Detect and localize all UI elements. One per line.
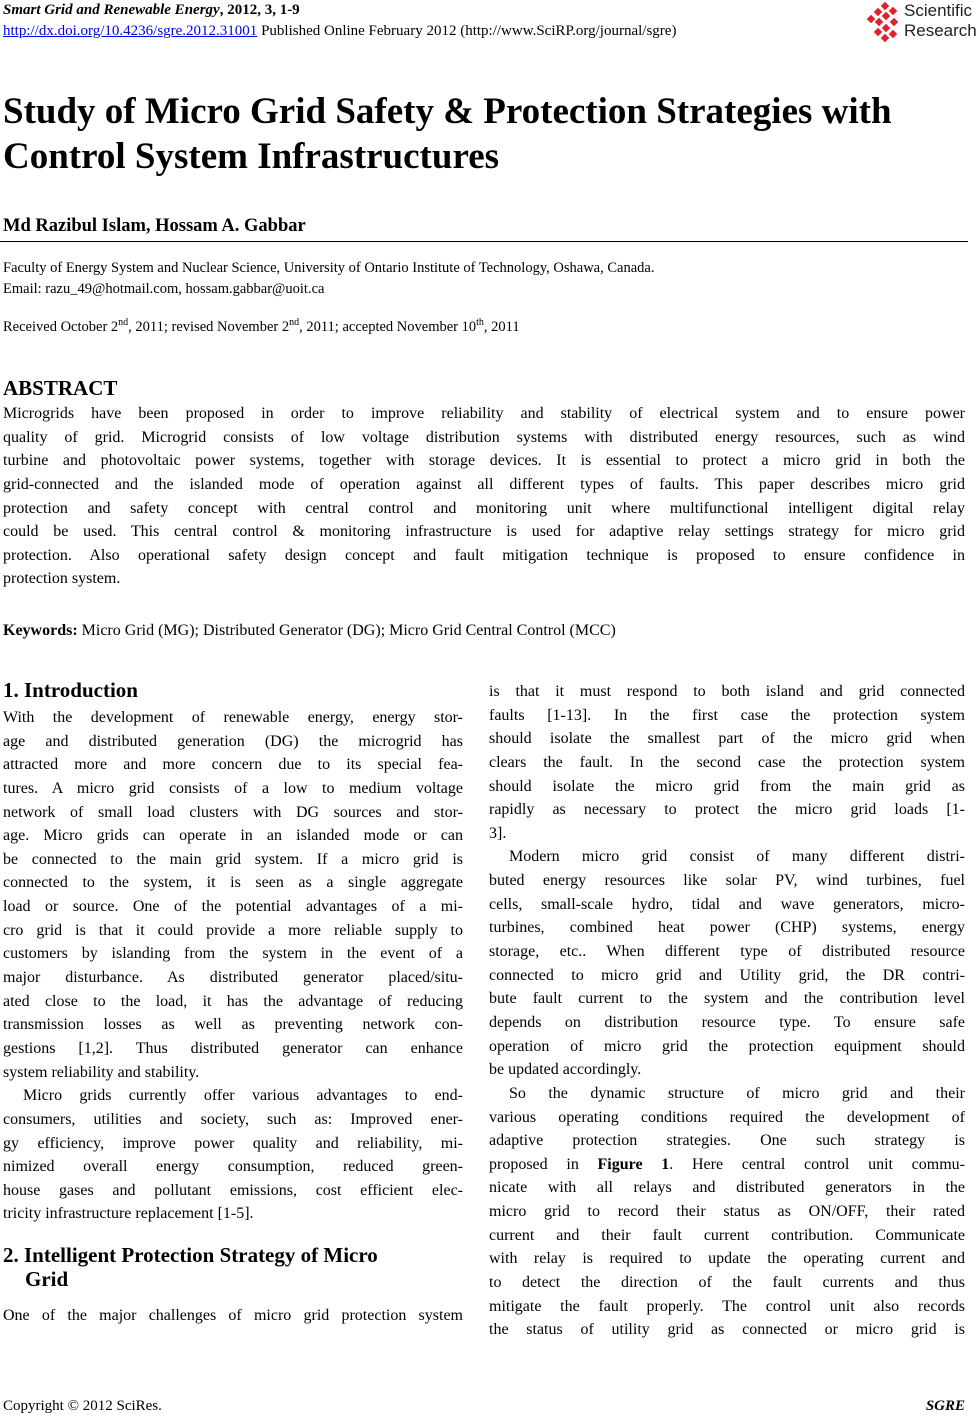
journal-volume: , 2012, 3, 1-9 bbox=[219, 2, 300, 18]
keywords bbox=[3, 622, 616, 640]
year-text: , 2011 bbox=[483, 319, 520, 335]
text-line: quality of grid. Microgrid consists of low voltage distribution systems with distributed energy resources, such as wind bbox=[3, 428, 965, 446]
text-line: major disturbance. As distributed generator placed/situ- bbox=[3, 969, 463, 987]
revised-text: , 2011; revised November 2 bbox=[128, 319, 290, 335]
accepted-text: , 2011; accepted November 10 bbox=[299, 319, 477, 335]
text-line: age. Micro grids can operate in an islanded mode or can bbox=[3, 827, 463, 845]
text-line: connected to micro grid and Utility grid, the DR contri- bbox=[489, 966, 965, 984]
text-line: be connected to the main grid system. If a micro grid is bbox=[3, 850, 463, 868]
ordinal: th bbox=[476, 317, 484, 329]
text-line: cells, small-scale hydro, tidal and wave generators, micro- bbox=[489, 895, 965, 913]
text-line: connected to the system, it is seen as a single aggregate bbox=[3, 874, 463, 892]
logo-line-2: Research bbox=[904, 21, 977, 40]
text-line: should isolate the smallest part of the micro grid when bbox=[489, 730, 965, 748]
abstract-heading: ABSTRACT bbox=[3, 376, 118, 400]
section-2-heading-line-2: Grid bbox=[25, 1267, 69, 1291]
text-line: be updated accordingly. bbox=[489, 1061, 642, 1079]
text-line: age and distributed generation (DG) the microgrid has bbox=[3, 732, 463, 750]
text-line: gy efficiency, improve power quality and reliability, mi- bbox=[3, 1134, 463, 1152]
text-line: clears the fault. In the second case the protection system bbox=[489, 753, 965, 771]
text-line: should isolate the micro grid from the main grid as bbox=[489, 777, 965, 795]
section-2-body bbox=[3, 1304, 463, 1328]
text-line: tricity infrastructure replacement [1-5]. bbox=[3, 1205, 254, 1223]
text-line: turbines, combined heat power (CHP) systems, energy bbox=[489, 919, 965, 937]
text-line: the status of utility grid as connected or micro grid is bbox=[489, 1321, 965, 1339]
text-line: attracted more and more concern due to its special fea- bbox=[3, 756, 463, 774]
text-line: transmission losses as well as preventing network con- bbox=[3, 1016, 463, 1034]
divider bbox=[0, 241, 968, 242]
text-line: protection system. bbox=[3, 570, 121, 588]
text-line: to detect the direction of the fault currents and thus bbox=[489, 1274, 965, 1292]
logo-line-1: Scientific bbox=[904, 1, 973, 20]
text-line: could be used. This central control & monitoring infrastructure is used for adaptive relay settings strategy for micro grid bbox=[3, 523, 965, 541]
abstract-body bbox=[3, 402, 965, 591]
scientific-research-logo-icon bbox=[866, 2, 902, 42]
text-line: network of small load clusters with DG sources and stor- bbox=[3, 803, 463, 821]
text-line: nimized overall energy consumption, reduced green- bbox=[3, 1158, 463, 1176]
text-line: with relay is required to update the operating current and bbox=[489, 1250, 965, 1268]
text-line: consumers, utilities and society, such as: Improved ener- bbox=[3, 1110, 463, 1128]
authors: Md Razibul Islam, Hossam A. Gabbar bbox=[3, 216, 306, 236]
journal-abbreviation: SGRE bbox=[925, 1398, 965, 1414]
keywords-label: Keywords: bbox=[3, 622, 78, 639]
text-line: bute fault current to the system and the contribution level bbox=[489, 990, 965, 1008]
text-line: operation of micro grid the protection equipment should bbox=[489, 1037, 965, 1055]
text-line: system reliability and stability. bbox=[3, 1063, 200, 1081]
text-segment: . Here central control unit commu- bbox=[669, 1155, 965, 1173]
text-line: protection and safety concept with central control and monitoring unit where multifunctional intelligent digital relay bbox=[3, 499, 965, 517]
text-line: storage, etc.. When different type of distributed resource bbox=[489, 943, 965, 961]
text-line: One of the major challenges of micro grid protection system bbox=[3, 1307, 463, 1324]
title-line-1: Study of Micro Grid Safety & Protection Strategies with bbox=[3, 91, 892, 132]
journal-name: Smart Grid and Renewable Energy bbox=[3, 2, 220, 18]
journal-citation bbox=[3, 0, 300, 20]
published-online: Published Online February 2012 (http://www.SciRP.org/journal/sgre) bbox=[257, 23, 677, 39]
text-line: Modern micro grid consist of many different distri- bbox=[509, 848, 965, 866]
text-line: turbine and photovoltaic power systems, together with storage devices. It is essential to protect a micro grid in both the bbox=[3, 452, 965, 470]
text-line: gestions [1,2]. Thus distributed generator can enhance bbox=[3, 1039, 463, 1057]
ordinal: nd bbox=[289, 317, 300, 329]
text-line: nicate with all relays and distributed generators in the bbox=[489, 1179, 965, 1197]
figure-reference: Figure 1 bbox=[597, 1155, 670, 1173]
paper-title bbox=[3, 89, 953, 179]
right-column-body bbox=[489, 680, 965, 1342]
keywords-text: Micro Grid (MG); Distributed Generator (DG); Micro Grid Central Control (MCC) bbox=[77, 622, 616, 639]
text-line: So the dynamic structure of micro grid and their bbox=[509, 1084, 965, 1102]
text-line: adaptive protection strategies. One such strategy is bbox=[489, 1132, 965, 1150]
ordinal: nd bbox=[118, 317, 129, 329]
doi-link[interactable]: http://dx.doi.org/10.4236/sgre.2012.31001 bbox=[3, 23, 258, 39]
text-line: house gases and pollutant emissions, cost efficient elec- bbox=[3, 1181, 463, 1199]
text-line bbox=[489, 1153, 965, 1177]
text-line: faults [1-13]. In the first case the protection system bbox=[489, 706, 965, 724]
text-line: rapidly as necessary to protect the micro grid loads [1- bbox=[489, 801, 965, 819]
section-1-body bbox=[3, 706, 463, 1226]
text-line: mitigate the fault properly. The control unit also records bbox=[489, 1297, 965, 1315]
text-segment: proposed in bbox=[489, 1155, 598, 1173]
affiliation: Faculty of Energy System and Nuclear Science, University of Ontario Institute of Technology, Oshawa, Canada. bbox=[3, 260, 655, 276]
text-line: grid-connected and the islanded mode of operation against all different types of faults. This paper describes micro grid bbox=[3, 475, 965, 493]
text-line: is that it must respond to both island and grid connected bbox=[489, 683, 965, 700]
text-line: customers by islanding from the system in the event of a bbox=[3, 945, 463, 963]
received-dates bbox=[3, 317, 520, 337]
section-2-heading bbox=[3, 1243, 378, 1291]
section-2-heading-line-1: 2. Intelligent Protection Strategy of Micro bbox=[3, 1243, 378, 1267]
text-line: 3]. bbox=[489, 824, 507, 842]
text-line: Micro grids currently offer various advantages to end- bbox=[23, 1087, 463, 1105]
text-line: Microgrids have been proposed in order to improve reliability and stability of electrical system and to ensure power bbox=[3, 405, 965, 422]
text-line: current and their fault current contribution. Communicate bbox=[489, 1226, 965, 1244]
logo-text bbox=[904, 1, 977, 41]
section-1-heading: 1. Introduction bbox=[3, 678, 138, 702]
text-line: protection. Also operational safety design concept and fault mitigation technique is proposed to ensure confidence in bbox=[3, 546, 965, 564]
text-line: ated close to the load, it has the advantage of reducing bbox=[3, 992, 463, 1010]
doi-line bbox=[3, 21, 676, 41]
text-line: tures. A micro grid consists of a low to medium voltage bbox=[3, 779, 463, 797]
text-line: depends on distribution resource type. To ensure safe bbox=[489, 1013, 965, 1031]
text-line: micro grid to record their status as ON/OFF, their rated bbox=[489, 1203, 965, 1221]
email: Email: razu_49@hotmail.com, hossam.gabbar@uoit.ca bbox=[3, 281, 325, 297]
text-line: cro grid is that it could provide a more reliable supply to bbox=[3, 921, 463, 939]
text-line: With the development of renewable energy, energy stor- bbox=[3, 709, 463, 726]
text-line: various operating conditions required the development of bbox=[489, 1108, 965, 1126]
text-line: buted energy resources like solar PV, wind turbines, fuel bbox=[489, 872, 965, 890]
copyright: Copyright © 2012 SciRes. bbox=[3, 1398, 162, 1414]
received-text: Received October 2 bbox=[3, 319, 119, 335]
text-line: load or source. One of the potential advantages of a mi- bbox=[3, 898, 463, 916]
title-line-2: Control System Infrastructures bbox=[3, 136, 500, 177]
